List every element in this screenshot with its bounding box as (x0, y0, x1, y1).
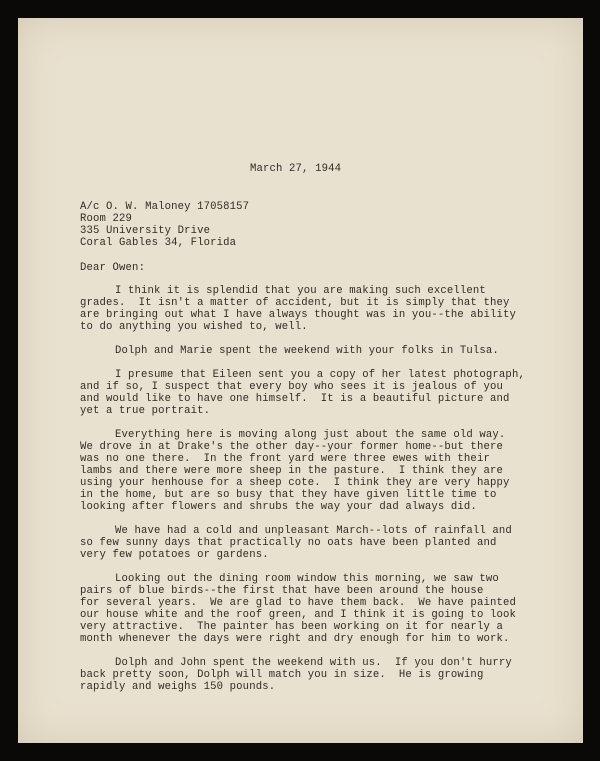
paragraph-line: and would like to have one himself. It is a beautiful picture and (80, 393, 510, 405)
paragraph-line: in the home, but are so busy that they have given little time to (80, 489, 497, 501)
paragraph-line: our house white and the roof green, and I think it is going to look (80, 609, 516, 621)
paragraph-line: yet a true portrait. (80, 405, 211, 417)
paragraph-line: looking after flowers and shrubs the way your dad always did. (80, 501, 477, 513)
address-line: 335 University Drive (80, 225, 211, 237)
paragraph-line: I think it is splendid that you are making such excellent (115, 285, 486, 297)
paragraph-line: to do anything you wished to, well. (80, 321, 308, 333)
paragraph-line: Dolph and Marie spent the weekend with your folks in Tulsa. (115, 345, 499, 357)
paragraph-line: Looking out the dining room window this morning, we saw two (115, 573, 499, 585)
paragraph-line: month whenever the days were right and dry enough for him to work. (80, 633, 510, 645)
paragraph-line: grades. It isn't a matter of accident, but it is simply that they (80, 297, 510, 309)
paragraph-line: was no one there. In the front yard were three ewes with their (80, 453, 490, 465)
paragraph-line: pairs of blue birds--the first that have been around the house (80, 585, 484, 597)
letter-page (18, 18, 583, 743)
paragraph-line: We have had a cold and unpleasant March--lots of rainfall and (115, 525, 512, 537)
paragraph-line: I presume that Eileen sent you a copy of her latest photograph, (115, 369, 525, 381)
paragraph-line: using your henhouse for a sheep cote. I think they are very happy (80, 477, 510, 489)
address-line: Room 229 (80, 213, 133, 225)
paragraph-line: Dolph and John spent the weekend with us. If you don't hurry (115, 657, 512, 669)
letter-date: March 27, 1944 (250, 163, 342, 175)
paragraph-line: so few sunny days that practically no oats have been planted and (80, 537, 497, 549)
salutation: Dear Owen: (80, 262, 146, 274)
paragraph-line: and if so, I suspect that every boy who sees it is jealous of you (80, 381, 503, 393)
paragraph-line: very few potatoes or gardens. (80, 549, 269, 561)
paragraph-line: are bringing out what I have always thought was in you--the ability (80, 309, 516, 321)
letter-body (18, 18, 583, 743)
paragraph-line: back pretty soon, Dolph will match you in size. He is growing (80, 669, 484, 681)
paragraph-line: Everything here is moving along just about the same old way. (115, 429, 506, 441)
paragraph-line: lambs and there were more sheep in the pasture. I think they are (80, 465, 503, 477)
paragraph-line: We drove in at Drake's the other day--your former home--but there (80, 441, 503, 453)
paragraph-line: rapidly and weighs 150 pounds. (80, 681, 276, 693)
address-line: Coral Gables 34, Florida (80, 237, 237, 249)
address-line: A/c O. W. Maloney 17058157 (80, 201, 250, 213)
paragraph-line: for several years. We are glad to have them back. We have painted (80, 597, 516, 609)
paragraph-line: very attractive. The painter has been working on it for nearly a (80, 621, 503, 633)
